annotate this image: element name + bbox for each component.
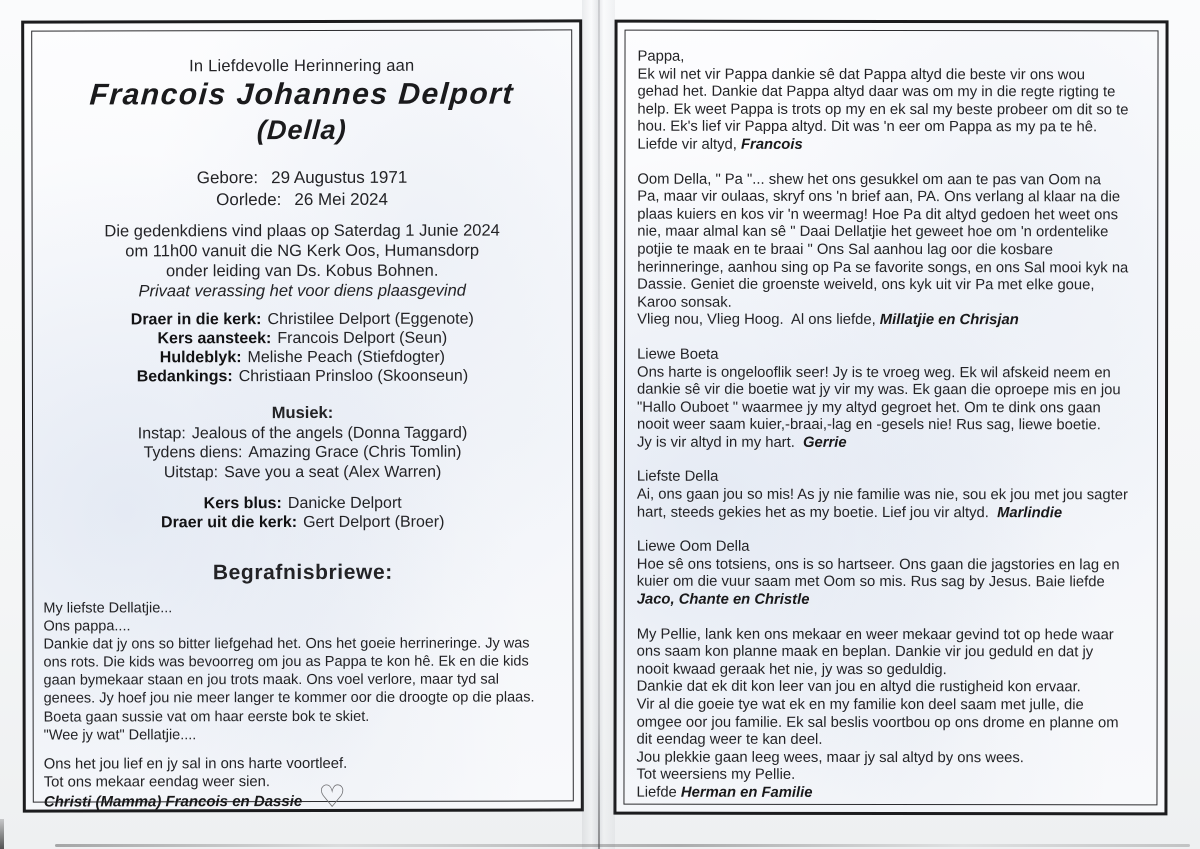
signature-name: Francois bbox=[741, 136, 803, 153]
signature-name: Jaco, Chante en Christle bbox=[636, 591, 810, 608]
letter-sign-lead: Liefde vir altyd, bbox=[637, 136, 742, 153]
letters-heading: Begrafnisbriewe: bbox=[212, 560, 393, 585]
role-row bbox=[41, 309, 564, 329]
birth-date-row bbox=[40, 166, 563, 189]
dates-block bbox=[40, 166, 563, 211]
birth-date-value: 29 Augustus 1971 bbox=[271, 167, 408, 188]
music-value: Jealous of the angels (Donna Taggard) bbox=[191, 424, 468, 442]
right-page-inner-frame bbox=[623, 30, 1158, 806]
closing-role-label: Draer uit die kerk: bbox=[160, 514, 298, 532]
family-letter-signature-row bbox=[42, 779, 565, 815]
letter-signature-row bbox=[637, 435, 1151, 453]
letter-signature-row bbox=[636, 785, 1150, 803]
letter-body: Pappa, Ek wil net vir Pappa dankie sê dat Pappa altyd die beste vir ons wou gehad het. Dankie dat Pappa altyd daar was om my in die regte rigting te help. Ek weet Pappa is trots op my en ek sal my beste probeer om dit so te hou. Ek's lief vir Pappa altyd. Dit was 'n eer om Pappa as my pa te hê. bbox=[637, 48, 1129, 136]
family-letter-signature: Christi (Mamma) Francois en Dassie bbox=[43, 792, 303, 811]
scan-edge-left bbox=[0, 819, 4, 849]
letter-sign-lead: Liefde bbox=[636, 784, 681, 801]
signature-name: Gerrie bbox=[803, 434, 847, 451]
right-page bbox=[613, 20, 1168, 816]
service-details: Die gedenkdiens vind plaas op Saterdag 1 Junie 2024 om 11h00 vanuit die NG Kerk Oos, Humansdorp onder leiding van Ds. Kobus Bohnen. bbox=[104, 221, 500, 281]
role-label: Kers aansteek: bbox=[157, 330, 272, 348]
letter-body: My Pellie, lank ken ons mekaar en weer mekaar gevind tot op hede waar ons saam kon planne maak en beplan. Dankie vir jou geduld en dat jy nooit kwaad geraak het nie, jy was so geduldig. Dankie dat ek dit kon leer van jou en altyd die rustigheid kon ervaar. Vir al die goeie tye wat ek en my familie kon deel saam met julle, die omgee oor jou familie. Ek sal beslis voortbou op ons drome en planne om dit eendag weer te kan deel. Jou plekkie gaan leeg wees, maar jy sal altyd by ons wees. Tot weersiens my Pellie. bbox=[636, 626, 1119, 784]
death-date-row bbox=[41, 188, 564, 211]
letter-body: Liewe Boeta Ons harte is ongelooflik seer! Jy is te vroeg weg. Ek wil afskeid neem en dankie sê vir die boetie wat jy vir my was. Ek gaan die oproepe mis en jou "Hallo Ouboet " waarmee jy my altyd gegroet het. Om te dink ons gaan nooit weer saam kuier,-braai,-lag en -gesels nie! Rus sag, liewe boetie. bbox=[636, 346, 1121, 434]
music-value: Amazing Grace (Chris Tomlin) bbox=[248, 443, 462, 462]
role-label: Bedankings: bbox=[136, 368, 233, 386]
music-label: Instap: bbox=[137, 424, 186, 442]
condolence-letter-marlindie bbox=[637, 469, 1151, 522]
signature-name: Marlindie bbox=[997, 504, 1063, 521]
page-fold-line bbox=[598, 0, 600, 849]
death-date-label: Oorlede: bbox=[216, 190, 282, 210]
letter-signature-row bbox=[637, 137, 1151, 155]
closing-role-row bbox=[41, 512, 564, 532]
role-value: Francois Delport (Seun) bbox=[277, 329, 448, 348]
letter-sign-lead: hart, steeds gekies het as my boetie. Lief jou vir altyd. bbox=[636, 504, 998, 521]
condolence-letter-millatjie bbox=[637, 171, 1151, 330]
signature-name: Herman en Familie bbox=[680, 784, 813, 801]
letter-sign-lead: Jy is vir altyd in my hart. bbox=[636, 434, 804, 451]
letter-body: Oom Della, " Pa "... shew het ons gesukkel om aan te pas van Oom na Pa, maar vir oulaas, skryf ons 'n brief aan, PA. Ons verlang al klaar na die plaas kuiers en kos vir 'n weermag! Hoe Pa dit altyd gedoen het weet ons nie, maar almal kan sê " Daai Dellatjie het geweet hoe om 'n ordentelike potjie te maak en te braai " Ons Sal aanhou lag oor die kosbare herinneringe, aanhou sing op Pa se favorite songs, en ons Sal mooi kyk na Dassie. Geniet die groenste weiveld, ons kyk uit vir Pa met elke goue, Karoo sonsak. bbox=[637, 171, 1129, 311]
condolence-letter-herman bbox=[636, 626, 1150, 803]
birth-date-label: Gebore: bbox=[196, 168, 259, 188]
role-value: Melishe Peach (Stiefdogter) bbox=[247, 348, 446, 367]
family-letter-closing: Ons het jou lief en jy sal in ons harte voortleef. Tot ons mekaar eendag weer sien. bbox=[43, 755, 348, 791]
condolence-letter-gerrie bbox=[637, 347, 1151, 453]
closing-roles-block bbox=[41, 493, 564, 532]
memorial-header: In Liefdevolle Herinnering aan bbox=[189, 56, 415, 76]
music-label: Uitstap: bbox=[163, 463, 219, 481]
letter-signature-row bbox=[637, 504, 1151, 522]
letter-body: Liefste Della Ai, ons gaan jou so mis! As jy nie familie was nie, sou ek jou met jou sagter bbox=[636, 469, 1128, 504]
condolence-letter-jaco bbox=[637, 539, 1151, 610]
closing-role-value: Gert Delport (Broer) bbox=[303, 513, 445, 531]
music-label: Tydens diens: bbox=[143, 444, 243, 462]
left-page bbox=[21, 19, 584, 815]
role-label: Draer in die kerk: bbox=[130, 311, 262, 329]
music-row bbox=[41, 423, 564, 444]
closing-role-label: Kers blus: bbox=[203, 495, 282, 513]
role-row bbox=[41, 347, 564, 367]
music-block bbox=[41, 423, 564, 483]
condolence-letter-francois bbox=[637, 49, 1151, 155]
scan-edge-bottom bbox=[55, 844, 1190, 847]
signature-name: Millatjie en Chrisjan bbox=[879, 312, 1019, 329]
roles-block bbox=[41, 309, 564, 386]
letter-body: Liewe Oom Della Hoe sê ons totsiens, ons is so hartseer. Ons gaan die jagstories en lag en kuier om die vuur saam met Oom so mis. Rus sag by Jesus. Baie liefde bbox=[636, 538, 1120, 591]
role-value: Christiaan Prinsloo (Skoonseun) bbox=[238, 367, 469, 386]
deceased-name: Francois Johannes Delport bbox=[88, 77, 516, 112]
deceased-nickname: (Della) bbox=[256, 114, 348, 146]
role-value: Christilee Delport (Eggenote) bbox=[267, 310, 474, 329]
death-date-value: 26 Mei 2024 bbox=[294, 189, 388, 210]
role-label: Huldeblyk: bbox=[159, 349, 242, 367]
closing-role-value: Danicke Delport bbox=[287, 494, 402, 513]
music-row bbox=[41, 462, 564, 483]
letter-signature-row bbox=[637, 592, 1151, 610]
closing-role-row bbox=[41, 493, 564, 513]
music-row bbox=[41, 442, 564, 463]
letter-signature-row bbox=[637, 312, 1151, 330]
family-letter-body: My liefste Dellatjie... Ons pappa.... Dankie dat jy ons so bitter liefgehad het. Ons het goeie herrineringe. Jy was ons rots. Die kids was bevoorreg om jou as Pappa te kon hê. Ek en die kids gaan bymekaar staan en jou trots maak. Ons voel verlore, maar tyd sal genees. Jy hoef jou nie meer langer te kommer oor die droogte op die plaas. Boeta gaan sussie vat om haar eerste bok te skiet. "Wee jy wat" Dellatjie.... bbox=[43, 600, 535, 744]
cremation-note: Privaat verassing het voor diens plaasgevind bbox=[138, 281, 466, 301]
music-heading: Musiek: bbox=[271, 403, 334, 423]
left-page-inner-frame bbox=[31, 29, 574, 815]
role-row bbox=[41, 328, 564, 348]
music-value: Save you a seat (Alex Warren) bbox=[224, 463, 442, 481]
letter-sign-lead: Vlieg nou, Vlieg Hoog. Al ons liefde, bbox=[637, 311, 880, 329]
role-row bbox=[41, 366, 564, 386]
